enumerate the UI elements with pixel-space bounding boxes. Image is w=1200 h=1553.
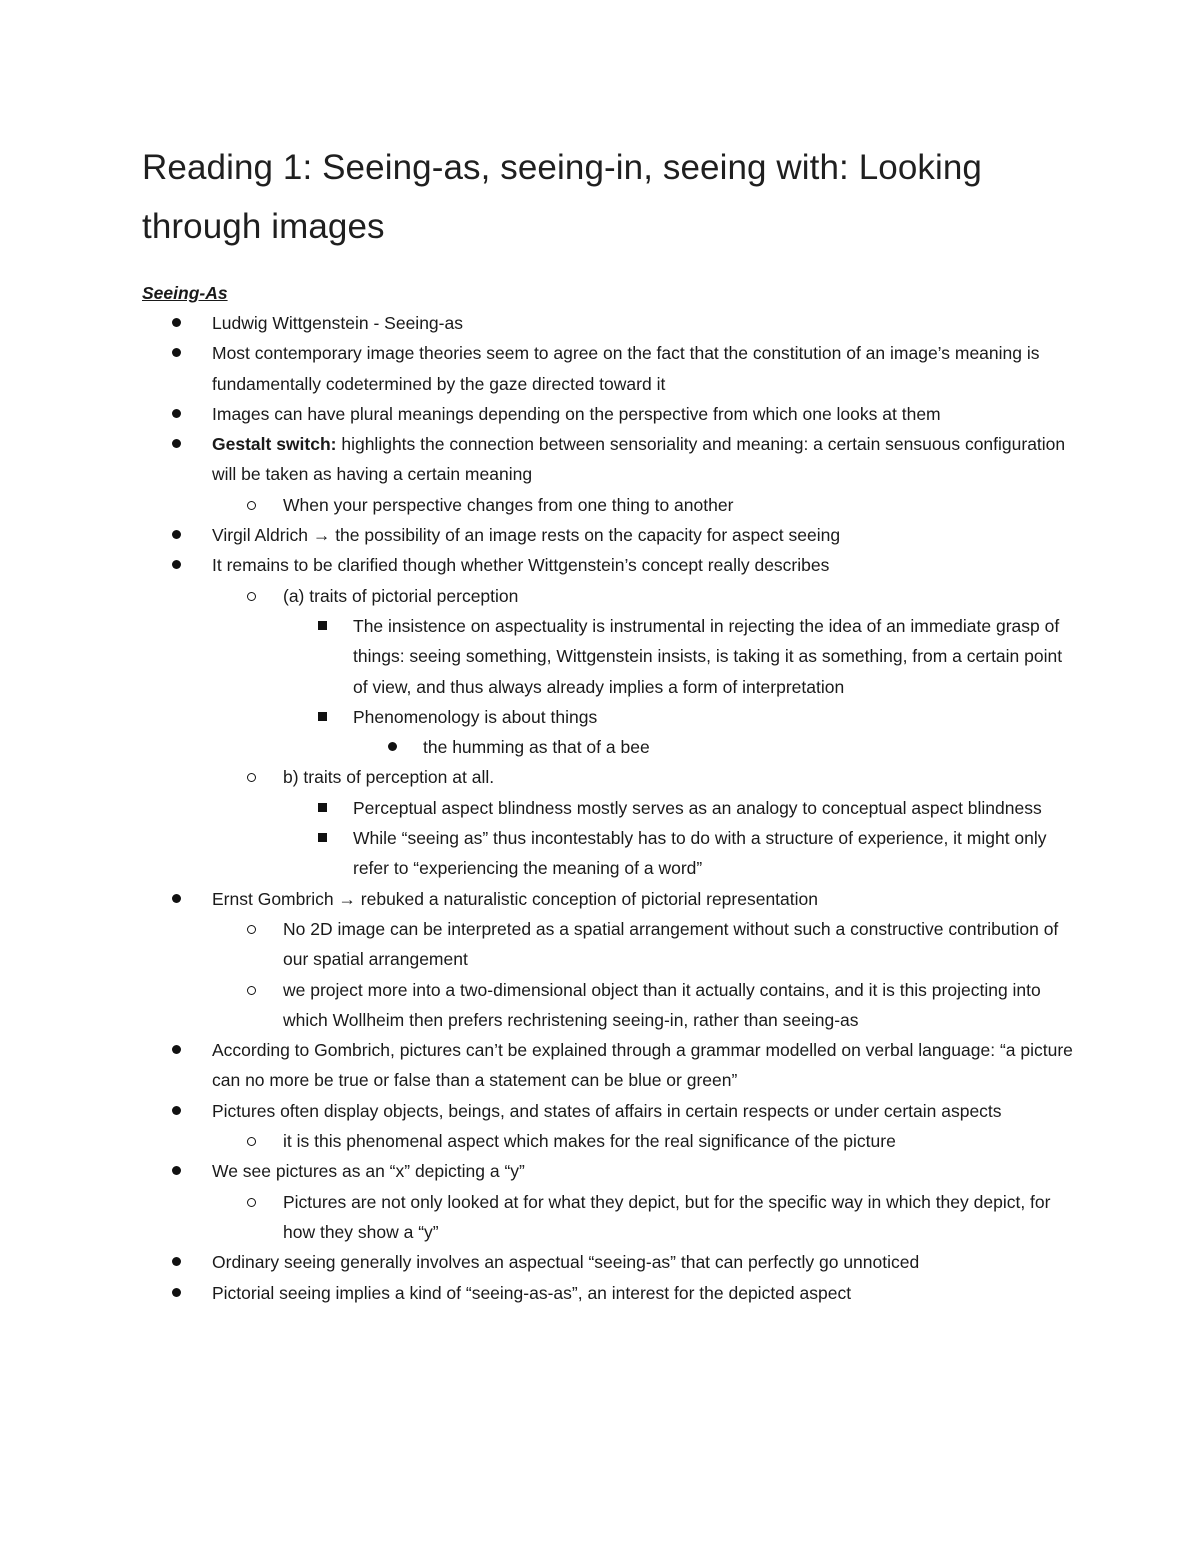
list-item [142, 975, 1080, 1036]
bullet-circle-icon [247, 914, 256, 944]
bullet-circle-icon [247, 581, 256, 611]
list-item [142, 732, 1080, 762]
list-item [142, 611, 1080, 702]
list-item-text: Most contemporary image theories seem to agree on the fact that the constitution of an image’s meaning is fundamentally codetermined by the gaze directed toward it [212, 343, 1040, 394]
list-item-text: We see pictures as an “x” depicting a “y” [212, 1161, 525, 1182]
list-item-text: It remains to be clarified though whether Wittgenstein’s concept really describes [212, 555, 830, 576]
list-item [142, 429, 1080, 490]
bullet-dot-icon [172, 308, 181, 338]
bullet-square-icon [318, 702, 327, 732]
bullet-dot-icon [172, 399, 181, 429]
bullet-circle-icon [247, 975, 256, 1005]
list-item [142, 884, 1080, 914]
section-heading-seeing-as: Seeing-As [142, 283, 228, 303]
list-item-text: Ordinary seeing generally involves an aspectual “seeing-as” that can perfectly go unnoticed [212, 1252, 920, 1273]
bullet-square-icon [318, 611, 327, 641]
list-item [142, 1035, 1080, 1096]
notes-list [142, 308, 1080, 1308]
list-item-text: Pictures are not only looked at for what they depict, but for the specific way in which they depict, for how they show a “y” [283, 1191, 1051, 1242]
bullet-circle-icon [247, 1126, 256, 1156]
bullet-dot-icon [172, 1278, 181, 1308]
list-item [142, 1156, 1080, 1186]
bullet-dot-icon [172, 1035, 181, 1065]
bullet-dot-icon [388, 732, 397, 762]
bullet-dot-icon [172, 338, 181, 368]
list-item-text: it is this phenomenal aspect which makes for the real significance of the picture [283, 1131, 896, 1152]
bullet-square-icon [318, 793, 327, 823]
bullet-dot-icon [172, 1247, 181, 1277]
list-item [142, 1278, 1080, 1308]
list-item [142, 1247, 1080, 1277]
list-item [142, 1096, 1080, 1126]
list-item-text: The insistence on aspectuality is instrumental in rejecting the idea of an immediate grasp of things: seeing something, Wittgenstein insists, is taking it as something, from a certain point of view, and thus always already implies a form of interpretation [353, 615, 1063, 697]
list-item [142, 338, 1080, 399]
document-title: Reading 1: Seeing-as, seeing-in, seeing with: Looking through images [142, 148, 983, 246]
list-item [142, 1126, 1080, 1156]
list-item-text: Ludwig Wittgenstein - Seeing-as [212, 313, 463, 333]
bullet-circle-icon [247, 762, 256, 792]
list-item [142, 550, 1080, 580]
list-item [142, 1187, 1080, 1248]
list-item-text: Virgil Aldrich → the possibility of an image rests on the capacity for aspect seeing [212, 525, 841, 546]
bullet-dot-icon [172, 520, 181, 550]
list-item-text: b) traits of perception at all. [283, 767, 495, 788]
list-item [142, 308, 1080, 338]
list-item-text: While “seeing as” thus incontestably has to do with a structure of experience, it might only refer to “experiencing the meaning of a word” [353, 828, 1047, 879]
list-item [142, 520, 1080, 550]
list-item-text: Pictures often display objects, beings, and states of affairs in certain respects or under certain aspects [212, 1100, 1002, 1121]
bullet-dot-icon [172, 1096, 181, 1126]
list-item-bold-lead: Gestalt switch: [212, 434, 337, 455]
bullet-dot-icon [172, 1156, 181, 1186]
list-item [142, 914, 1080, 975]
list-item [142, 581, 1080, 611]
bullet-dot-icon [172, 429, 181, 459]
list-item-text: When your perspective changes from one thing to another [283, 494, 734, 515]
list-item-text: According to Gombrich, pictures can’t be explained through a grammar modelled on verbal language: “a picture can no more be true or false than a statement can be blue or green” [212, 1040, 1073, 1091]
list-item [142, 823, 1080, 884]
list-item-text: we project more into a two-dimensional object than it actually contains, and it is this projecting into which Wollheim then prefers rechristening seeing-in, rather than seeing-as [283, 979, 1041, 1030]
list-item [142, 399, 1080, 429]
bullet-circle-icon [247, 490, 256, 520]
list-item-text: (a) traits of pictorial perception [283, 585, 519, 606]
list-item [142, 702, 1080, 732]
list-item-text: Pictorial seeing implies a kind of “seeing-as-as”, an interest for the depicted aspect [212, 1282, 852, 1303]
bullet-dot-icon [172, 884, 181, 914]
list-item-text: the humming as that of a bee [423, 737, 650, 758]
list-item-text: Ernst Gombrich → rebuked a naturalistic conception of pictorial representation [212, 888, 818, 909]
list-item-text: Phenomenology is about things [353, 706, 598, 727]
list-item-text: No 2D image can be interpreted as a spatial arrangement without such a constructive contribution of our spatial arrangement [283, 918, 1059, 970]
list-item-text: Perceptual aspect blindness mostly serves as an analogy to conceptual aspect blindness [353, 797, 1042, 818]
bullet-circle-icon [247, 1187, 256, 1217]
bullet-square-icon [318, 823, 327, 853]
bullet-dot-icon [172, 550, 181, 580]
list-item [142, 490, 1080, 520]
list-item-text: Images can have plural meanings depending on the perspective from which one looks at them [212, 403, 941, 424]
list-item [142, 793, 1080, 823]
list-item [142, 762, 1080, 792]
list-item-text: highlights the connection between sensoriality and meaning: a certain sensuous configuration will be taken as having a certain meaning [212, 434, 1066, 485]
